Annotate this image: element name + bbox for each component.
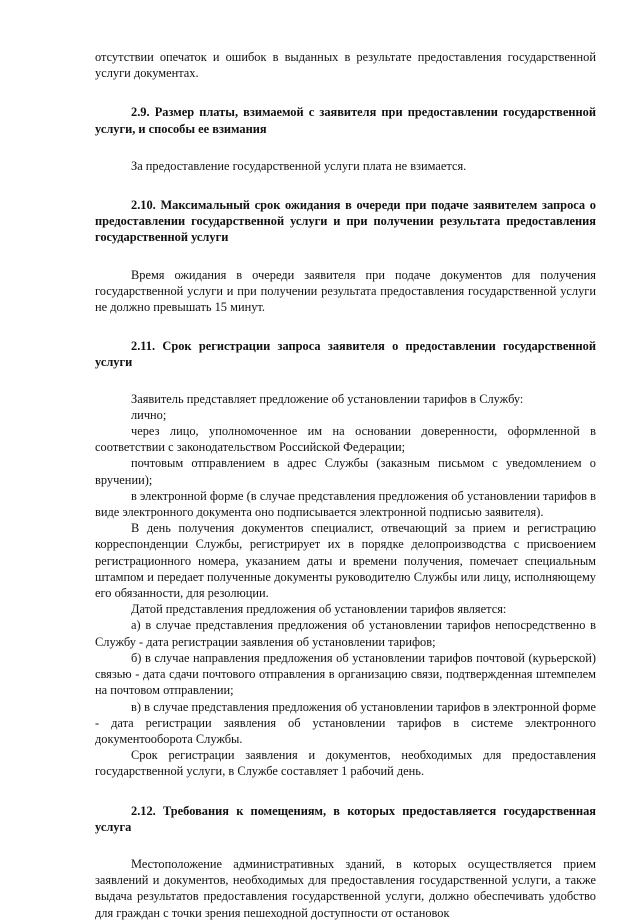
spacer [95,246,596,267]
section-2-11-paragraph-8: а) в случае представления предложения об установлении тарифов непосредственно в Службу - дата регистрации заявления об установлении тарифов; [95,618,596,649]
section-2-11-paragraph-7: Датой представления предложения об установлении тарифов является: [131,602,507,617]
section-2-10-heading: 2.10. Максимальный срок ожидания в очереди при подаче заявителем запроса о предоставлении государственной услуги и при получении результата предоставления государственной услуги [95,198,596,245]
spacer [95,371,596,391]
document-page [95,49,596,921]
section-2-11-paragraph-9: б) в случае направления предложения об установлении тарифов почтовой (курьерской) связью - дата сдачи почтового отправления в организацию связи, подтвержденная штемпелем на почтовом отправлении; [95,650,596,698]
section-2-11-paragraph-3: через лицо, уполномоченное им на основании доверенности, оформленной в соответствии с законодательством Российской Федерации; [95,424,596,455]
section-2-11-heading: 2.11. Срок регистрации запроса заявителя о предоставлении государственной услуги [95,339,596,370]
section-2-11-paragraph-5: в электронной форме (в случае представления предложения об установлении тарифов в виде электронного документа оно подписывается электронной подписью заявителя). [95,488,596,520]
spacer [95,137,596,158]
section-2-11-paragraph-10: в) в случае представления предложения об установлении тарифов в электронной форме - дата регистрации заявления об установлении тарифов в системе электронного документооборота Службы. [95,699,596,746]
section-2-12-paragraph: Местоположение административных зданий, в которых осуществляется прием заявлений и документов, необходимых для предоставления государственной услуги, а также выдача результатов предоставления государственной услуги, должно обеспечивать удобство для граждан с точки зрения пешеходной доступности от остановок [95,856,596,920]
intro-paragraph: отсутствии опечаток и ошибок в выданных в результате предоставления государственной услуги документах. [95,50,596,81]
spacer [95,174,596,197]
section-2-9-paragraph: За предоставление государственной услуги плата не взимается. [131,158,467,173]
section-2-11-paragraph-11: Срок регистрации заявления и документов, необходимых для предоставления государственной услуги, в Службе составляет 1 рабочий день. [95,748,596,779]
section-2-11-paragraph-6: В день получения документов специалист, отвечающий за прием и регистрацию корреспонденции Службы, регистрирует их в порядке делопроизводства с присвоением регистрационного номера, указанием даты и времени получения, помечает специальным штампом и передает полученные документы руководителю Службы или лицу, исполняющему его обязанности, для резолюции. [95,521,596,601]
spacer [95,780,596,803]
section-2-11-paragraph-2: лично; [131,407,167,422]
spacer [95,81,596,104]
section-2-11-paragraph-4: почтовым отправлением в адрес Службы (заказным письмом с уведомлением о вручении); [95,456,596,487]
section-2-9-heading: 2.9. Размер платы, взимаемой с заявителя при предоставлении государственной услуги, и способы ее взимания [95,105,596,136]
spacer [95,315,596,338]
section-2-12-heading: 2.12. Требования к помещениям, в которых предоставляется государственная услуга [95,803,596,834]
spacer [95,835,596,856]
section-2-11-paragraph-1: Заявитель представляет предложение об установлении тарифов в Службу: [131,391,524,406]
section-2-10-paragraph: Время ожидания в очереди заявителя при подаче документов для получения государственной услуги и при получении результата предоставления государственной услуги не должно превышать 15 минут. [95,267,596,315]
